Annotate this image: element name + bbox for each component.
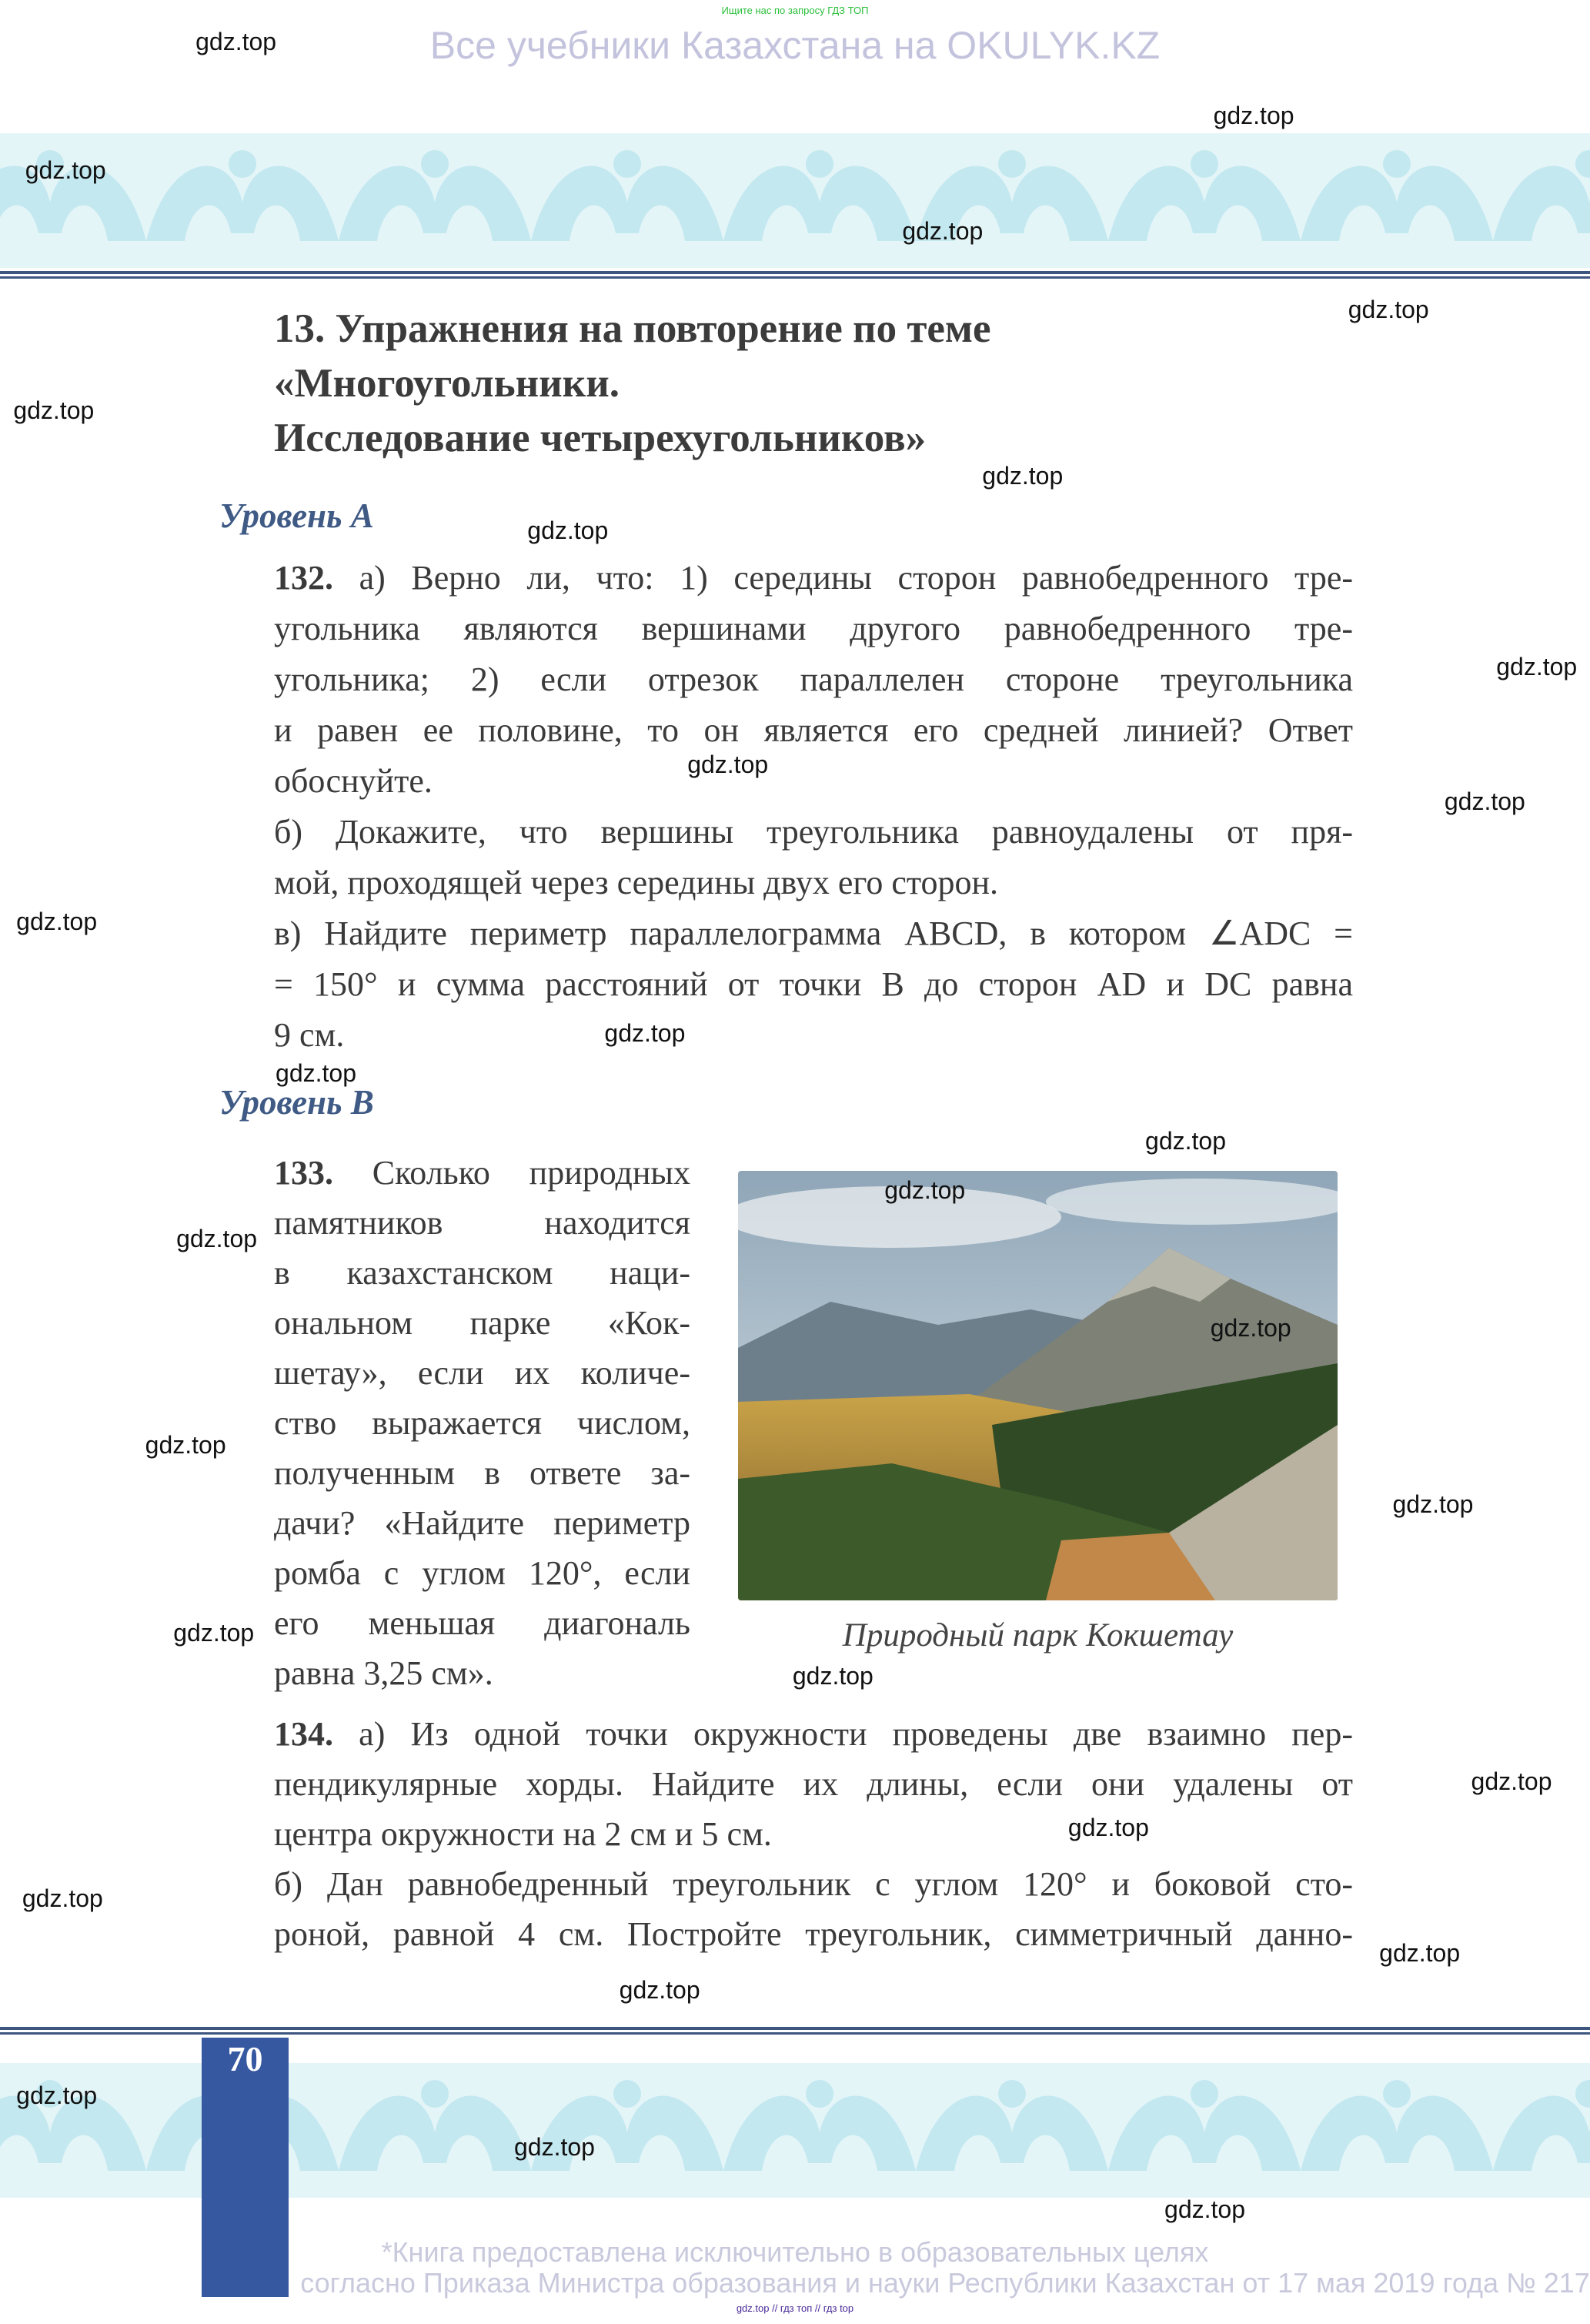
title-line: 13. Упражнения на повторение по теме	[274, 306, 991, 351]
text-line	[274, 959, 1353, 1010]
text-line-content: и равен ее половине, то он является его средней линией? Ответ	[274, 711, 1353, 749]
text-line-content: обоснуйте.	[274, 762, 433, 800]
section-title	[274, 302, 991, 466]
text-line-content: мой, проходящей через середины двух его сторон.	[274, 864, 999, 901]
level-a-heading: Уровень А	[219, 497, 374, 535]
watermark-link[interactable]: gdz.top	[176, 1225, 258, 1253]
ornament-motif	[146, 150, 339, 241]
page-number: 70	[227, 2039, 263, 2078]
kokshetau-photo	[738, 1171, 1338, 1600]
watermark-link[interactable]: gdz.top	[687, 751, 769, 779]
top-divider	[0, 271, 1590, 279]
site-title[interactable]: Все учебники Казахстана на OKULYK.KZ	[429, 24, 1161, 67]
watermark-link[interactable]: gdz.top	[173, 1619, 255, 1647]
text-line-content: полученным в ответе за-	[274, 1454, 690, 1492]
text-line-content: а) Из одной точки окружности проведены две взаимно пер-	[333, 1715, 1353, 1753]
text-line-content: памятников находится	[274, 1204, 690, 1242]
text-line-content: ромба с углом 120°, если	[274, 1554, 690, 1592]
text-line	[274, 604, 1353, 654]
text-line-content: угольника являются вершинами другого равнобедренного тре-	[274, 610, 1353, 647]
ornament-motif	[531, 150, 723, 241]
text-line-content: шетау», если их количе-	[274, 1354, 690, 1392]
watermark-link[interactable]: gdz.top	[1348, 296, 1429, 324]
text-line	[274, 1809, 1353, 1859]
watermark-link[interactable]: gdz.top	[982, 461, 1064, 490]
watermark-link[interactable]: gdz.top	[513, 2133, 595, 2162]
exercise-132	[274, 553, 1353, 1061]
photo-caption: Природный парк Кокшетау	[842, 1617, 1234, 1654]
watermark-link[interactable]: gdz.top	[604, 1018, 686, 1047]
text-line	[274, 1148, 690, 1198]
watermark-link[interactable]: gdz.top	[1164, 2195, 1246, 2224]
text-line-content: его меньшая диагональ	[274, 1604, 690, 1642]
footer-links[interactable]: gdz.top // гдз топ // гдз top	[736, 2302, 854, 2314]
watermark-link[interactable]: gdz.top	[1496, 653, 1578, 681]
text-line	[274, 1398, 690, 1448]
footer-disclaimer: *Книга предоставлена исключительно в образовательных целях	[381, 2236, 1209, 2268]
watermark-link[interactable]: gdz.top	[195, 27, 277, 55]
text-line-content: в) Найдите периметр параллелограмма ABCD, в котором ∠ADC =	[274, 915, 1353, 952]
watermark-link[interactable]: gdz.top	[16, 2081, 98, 2109]
text-line-content: роной, равной 4 см. Постройте треугольник, симметричный данно-	[274, 1915, 1353, 1953]
exercise-number: 134.	[274, 1715, 333, 1753]
text-line-content: б) Дан равнобедренный треугольник с углом 120° и боковой сто-	[274, 1865, 1353, 1903]
text-line	[274, 756, 1353, 807]
ornament-motif	[723, 150, 916, 241]
text-line	[274, 1348, 690, 1398]
exercise-134	[274, 1709, 1353, 1959]
text-line	[274, 1759, 1353, 1809]
watermark-link[interactable]: gdz.top	[1145, 1127, 1226, 1155]
text-line	[274, 654, 1353, 705]
watermark-link[interactable]: gdz.top	[276, 1058, 357, 1087]
watermark-link[interactable]: gdz.top	[1379, 1939, 1461, 1968]
watermark-link[interactable]: gdz.top	[22, 1884, 103, 1912]
watermark-link[interactable]: gdz.top	[792, 1662, 873, 1690]
text-line	[274, 1498, 690, 1548]
watermark-link[interactable]: gdz.top	[1444, 787, 1525, 816]
ornament-motif	[1493, 150, 1590, 241]
text-line-content: ство выражается числом,	[274, 1404, 690, 1442]
text-line	[274, 1010, 1353, 1061]
text-line	[274, 1859, 1353, 1909]
text-line-content: в казахстанском наци-	[274, 1254, 690, 1292]
watermark-link[interactable]: gdz.top	[902, 217, 984, 246]
watermark-link[interactable]: gdz.top	[619, 1976, 700, 2005]
ornament-motif	[723, 2080, 916, 2171]
watermark-link[interactable]: gdz.top	[1067, 1813, 1149, 1841]
watermark-link[interactable]: gdz.top	[527, 517, 609, 545]
title-line: Исследование четырехугольников»	[274, 416, 927, 460]
watermark-link[interactable]: gdz.top	[16, 908, 98, 936]
ornament-motif	[1301, 150, 1493, 241]
search-hint: Ищите нас по запросу ГДЗ ТОП	[721, 5, 869, 16]
level-b-heading: Уровень В	[219, 1083, 374, 1122]
text-line-content: пендикулярные хорды. Найдите их длины, если они удалены от	[274, 1765, 1353, 1803]
ornament-motif	[339, 2080, 531, 2171]
text-line-content: равна 3,25 см».	[274, 1654, 493, 1692]
watermark-link[interactable]: gdz.top	[25, 156, 106, 185]
watermark-link[interactable]: gdz.top	[13, 396, 95, 425]
watermark-link[interactable]: gdz.top	[884, 1175, 966, 1204]
text-line-content: ональном парке «Кок-	[274, 1304, 690, 1342]
text-line	[274, 807, 1353, 858]
watermark-link[interactable]: gdz.top	[1213, 102, 1294, 130]
exercise-133	[274, 1148, 690, 1698]
exercise-number: 133.	[274, 1154, 333, 1192]
watermark-link[interactable]: gdz.top	[1210, 1313, 1291, 1342]
text-line	[274, 553, 1353, 604]
text-line	[274, 1248, 690, 1298]
text-line-content: дачи? «Найдите периметр	[274, 1504, 690, 1542]
text-line	[274, 1298, 690, 1348]
text-line	[274, 1709, 1353, 1759]
ornament-motif	[1108, 2080, 1301, 2171]
text-line-content: 9 см.	[274, 1016, 345, 1054]
ornament-motif	[1301, 2080, 1493, 2171]
ornament-motif	[1108, 150, 1301, 241]
exercise-number: 132.	[274, 559, 333, 597]
ornament-motif	[916, 2080, 1108, 2171]
ornament-motif	[1493, 2080, 1590, 2171]
text-line-content: а) Верно ли, что: 1) середины сторон равнобедренного тре-	[333, 559, 1353, 597]
title-line: «Многоугольники.	[274, 361, 620, 406]
text-line-content: = 150° и сумма расстояний от точки B до сторон AD и DC равна	[274, 965, 1353, 1003]
bottom-divider	[0, 2027, 1590, 2035]
ornament-motif	[339, 150, 531, 241]
text-line-content: угольника; 2) если отрезок параллелен стороне треугольника	[274, 660, 1353, 698]
text-line	[274, 705, 1353, 756]
text-line	[274, 908, 1353, 959]
text-line-content: б) Докажите, что вершины треугольника равноудалены от пря-	[274, 813, 1353, 851]
text-line	[274, 858, 1353, 908]
text-line	[274, 1448, 690, 1498]
text-line	[274, 1548, 690, 1598]
text-line	[274, 1198, 690, 1248]
watermark-link[interactable]: gdz.top	[1471, 1767, 1552, 1795]
watermark-link[interactable]: gdz.top	[145, 1430, 226, 1459]
text-line-content: центра окружности на 2 см и 5 см.	[274, 1815, 772, 1853]
text-line	[274, 1909, 1353, 1959]
watermark-link[interactable]: gdz.top	[1392, 1490, 1474, 1518]
text-line	[274, 1598, 690, 1648]
text-line	[274, 1648, 690, 1698]
top-ornament	[0, 133, 1590, 268]
footer-order: согласно Приказа Министра образования и науки Республики Казахстан от 17 мая 2019 года № 217	[300, 2267, 1590, 2299]
text-line-content: Сколько природных	[333, 1154, 690, 1192]
